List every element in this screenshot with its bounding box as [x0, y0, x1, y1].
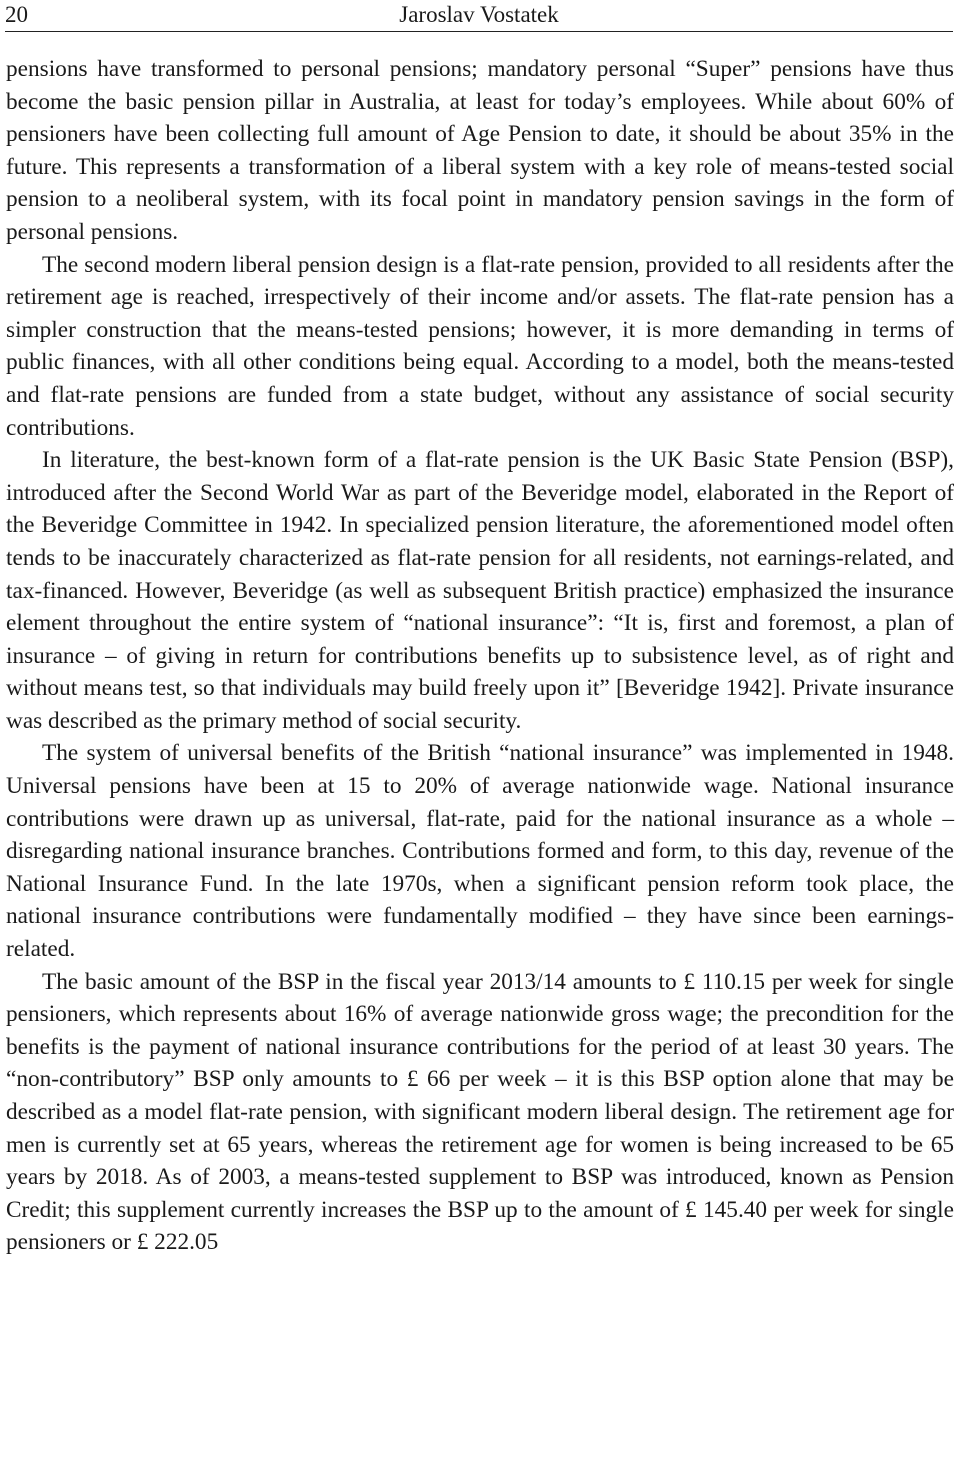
- running-title: Jaroslav Vostatek: [399, 2, 559, 27]
- paragraph-bsp-amount: The basic amount of the BSP in the fiscal year 2013/14 amounts to £ 110.15 per week for single pensioners, which represents about 16% of average nationwide gross wage; the precondition for the benefits is the payment of national insurance contributions for the period of at least 30 years. The “non-contributory” BSP only amounts to £ 66 per week – it is this BSP option alone that may be described as a model flat-rate pension, with significant modern liberal design. The retirement age for men is currently set at 65 years, whereas the retirement age for women is being increased to be 65 years by 2018. As of 2003, a means-tested supplement to BSP was introduced, known as Pension Credit; this supplement currently increases the BSP up to the amount of £ 145.40 per week for single pensioners or £ 222.05: [6, 968, 954, 1256]
- paragraph-national-insurance: The system of universal benefits of the British “national insurance” was implemented in 1948. Universal pensions have been at 15 to 20% of average nationwide wage. National insurance contributions were drawn up as universal, flat-rate, paid for the national insurance as a whole – disregarding national insurance branches. Contributions formed and form, to this day, revenue of the National Insurance Fund. In the late 1970s, when a significant pension reform took place, the national insurance contributions were fundamentally modified – they have since been earnings-related.: [6, 740, 954, 963]
- body-text: [6, 53, 954, 1259]
- running-header: [5, 0, 953, 32]
- paragraph-flat-rate-design: The second modern liberal pension design is a flat-rate pension, provided to all residents after the retirement age is reached, irrespectively of their income and/or assets. The flat-rate pension has a simpler construction that the means-tested pensions; however, it is more demanding in terms of public finances, with all other conditions being equal. According to a model, both the means-tested and flat-rate pensions are funded from a state budget, without any assistance of social security contributions.: [6, 251, 954, 441]
- paragraph-continuation: pensions have transformed to personal pensions; mandatory personal “Super” pensions have thus become the basic pension pillar in Australia, at least for today’s employees. While about 60% of pensioners have been collecting full amount of Age Pension to date, it should be about 35% in the future. This represents a transformation of a liberal system with a key role of means-tested social pension to a neoliberal system, with its focal point in mandatory pension savings in the form of personal pensions.: [6, 56, 954, 245]
- page-number: 20: [5, 2, 28, 27]
- paragraph-uk-basic-state-pension: In literature, the best-known form of a flat-rate pension is the UK Basic State Pension (BSP), introduced after the Second World War as part of the Beveridge model, elaborated in the Report of the Beveridge Committee in 1942. In specialized pension literature, the aforementioned model often tends to be inaccurately characterized as flat-rate pension for all residents, not earnings-related, and tax-financed. However, Beveridge (as well as subsequent British practice) emphasized the insurance element throughout the entire system of “national insurance”: “It is, first and foremost, a plan of insurance – of giving in return for contributions benefits up to subsistence level, as of right and without means test, so that individuals may build freely upon it” [Beveridge 1942]. Private insurance was described as the primary method of social security.: [6, 447, 954, 734]
